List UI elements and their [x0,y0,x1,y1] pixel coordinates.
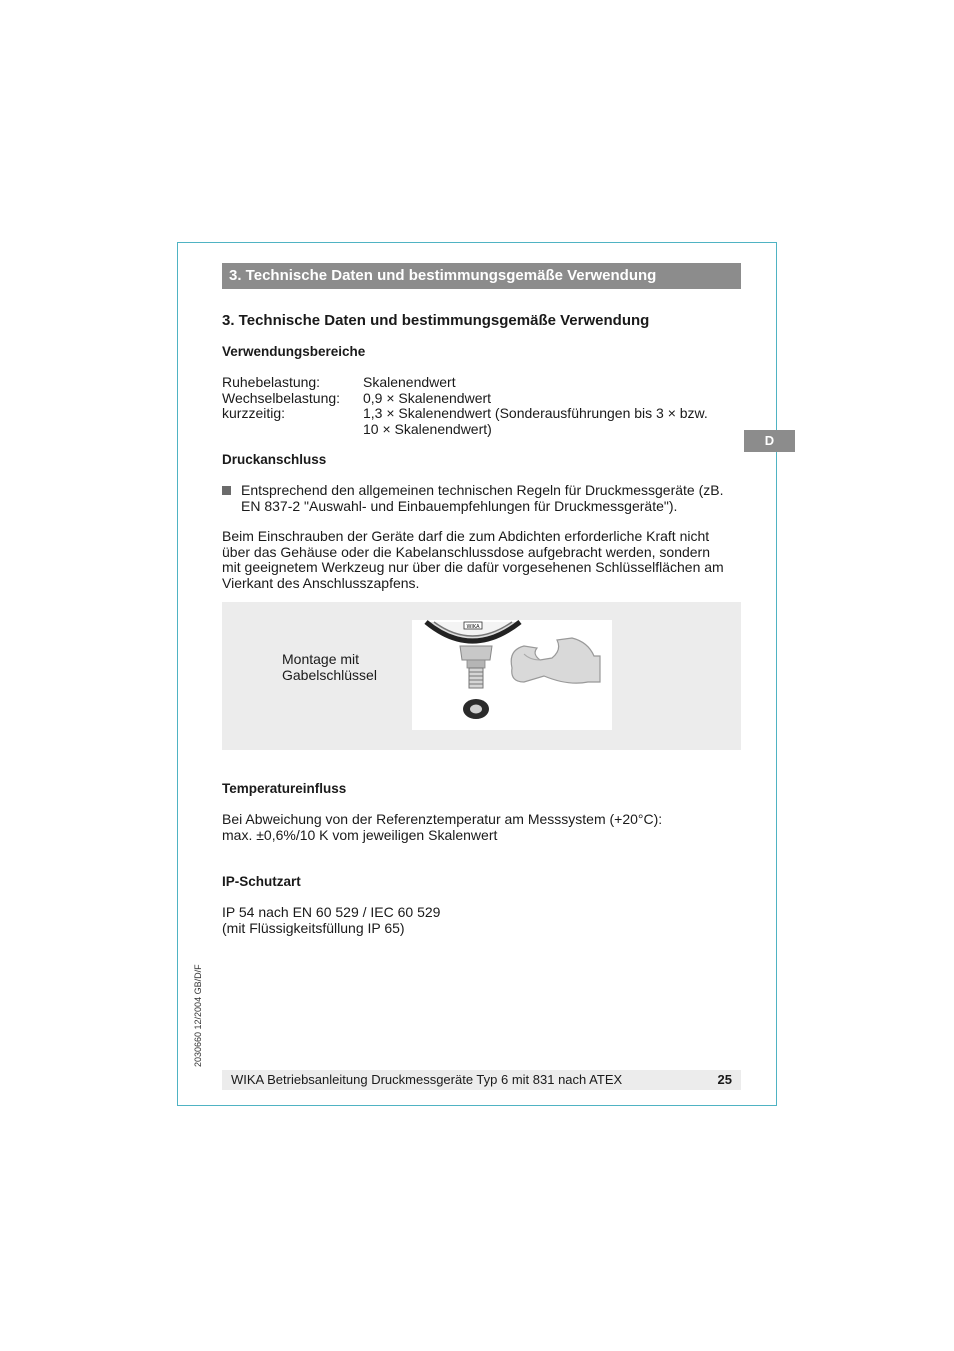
heading-ip-schutzart: IP-Schutzart [222,874,301,889]
spec-label: kurzzeitig: [222,405,286,421]
bullet-text-line: EN 837-2 "Auswahl- und Einbauempfehlungen für Druckmessgeräte"). [241,497,678,514]
spec-label: Ruhebelastung: [222,374,321,390]
spec-value: 10 × Skalenendwert) [363,420,492,437]
spec-value: 1,3 × Skalenendwert (Sonderausführungen bis 3 × bzw. [363,405,708,421]
section-header-bar: 3. Technische Daten und bestimmungsgemäße Verwendung [222,263,741,289]
footer-bar [222,1070,741,1090]
figure-panel [222,602,741,750]
paragraph-line: mit geeignetem Werkzeug nur über die dafür vorgesehenen Schlüsselflächen am [222,559,724,575]
temperature-text-line: Bei Abweichung von der Referenztemperatur am Messsystem (+20°C): [222,811,663,827]
ip-text-line: IP 54 nach EN 60 529 / IEC 60 529 [222,904,441,920]
temperature-text-line: max. ±0,6%/10 K vom jeweiligen Skalenwert [222,827,498,843]
heading-temperatureinfluss: Temperatureinfluss [222,781,347,796]
figure-caption-line: Montage mit [282,651,360,667]
document-code: 2030660 12/2004 GB/D/F [193,964,203,1067]
spec-value: Skalenendwert [363,374,456,390]
paragraph-line: Vierkant des Anschlusszapfens. [222,574,420,591]
gauge-label: WIKA [466,624,480,630]
heading-verwendungsbereiche: Verwendungsbereiche [222,344,366,359]
section-title: 3. Technische Daten und bestimmungsgemäße Verwendung [222,312,650,329]
bullet-text-line: Entsprechend den allgemeinen technischen Regeln für Druckmessgeräte (zB. [241,482,724,498]
paragraph-line: über das Gehäuse oder die Kabelanschlussdose aufgebracht werden, sondern [222,543,710,560]
spec-value: 0,9 × Skalenendwert [363,389,492,406]
wrench-gauge-illustration [412,620,612,730]
footer-title: WIKA Betriebsanleitung Druckmessgeräte Typ 6 mit 831 nach ATEX [231,1072,623,1087]
figure-caption [282,652,377,683]
paragraph-line: Beim Einschrauben der Geräte darf die zum Abdichten erforderliche Kraft nicht [222,528,710,544]
bullet-square-icon [222,486,231,495]
ip-text-line: (mit Flüssigkeitsfüllung IP 65) [222,919,405,936]
language-tab[interactable]: D [744,430,795,452]
spec-label: Wechselbelastung: [222,389,341,406]
heading-druckanschluss: Druckanschluss [222,452,327,467]
figure-caption-line: Gabelschlüssel [282,666,377,683]
page-number: 25 [717,1072,732,1087]
